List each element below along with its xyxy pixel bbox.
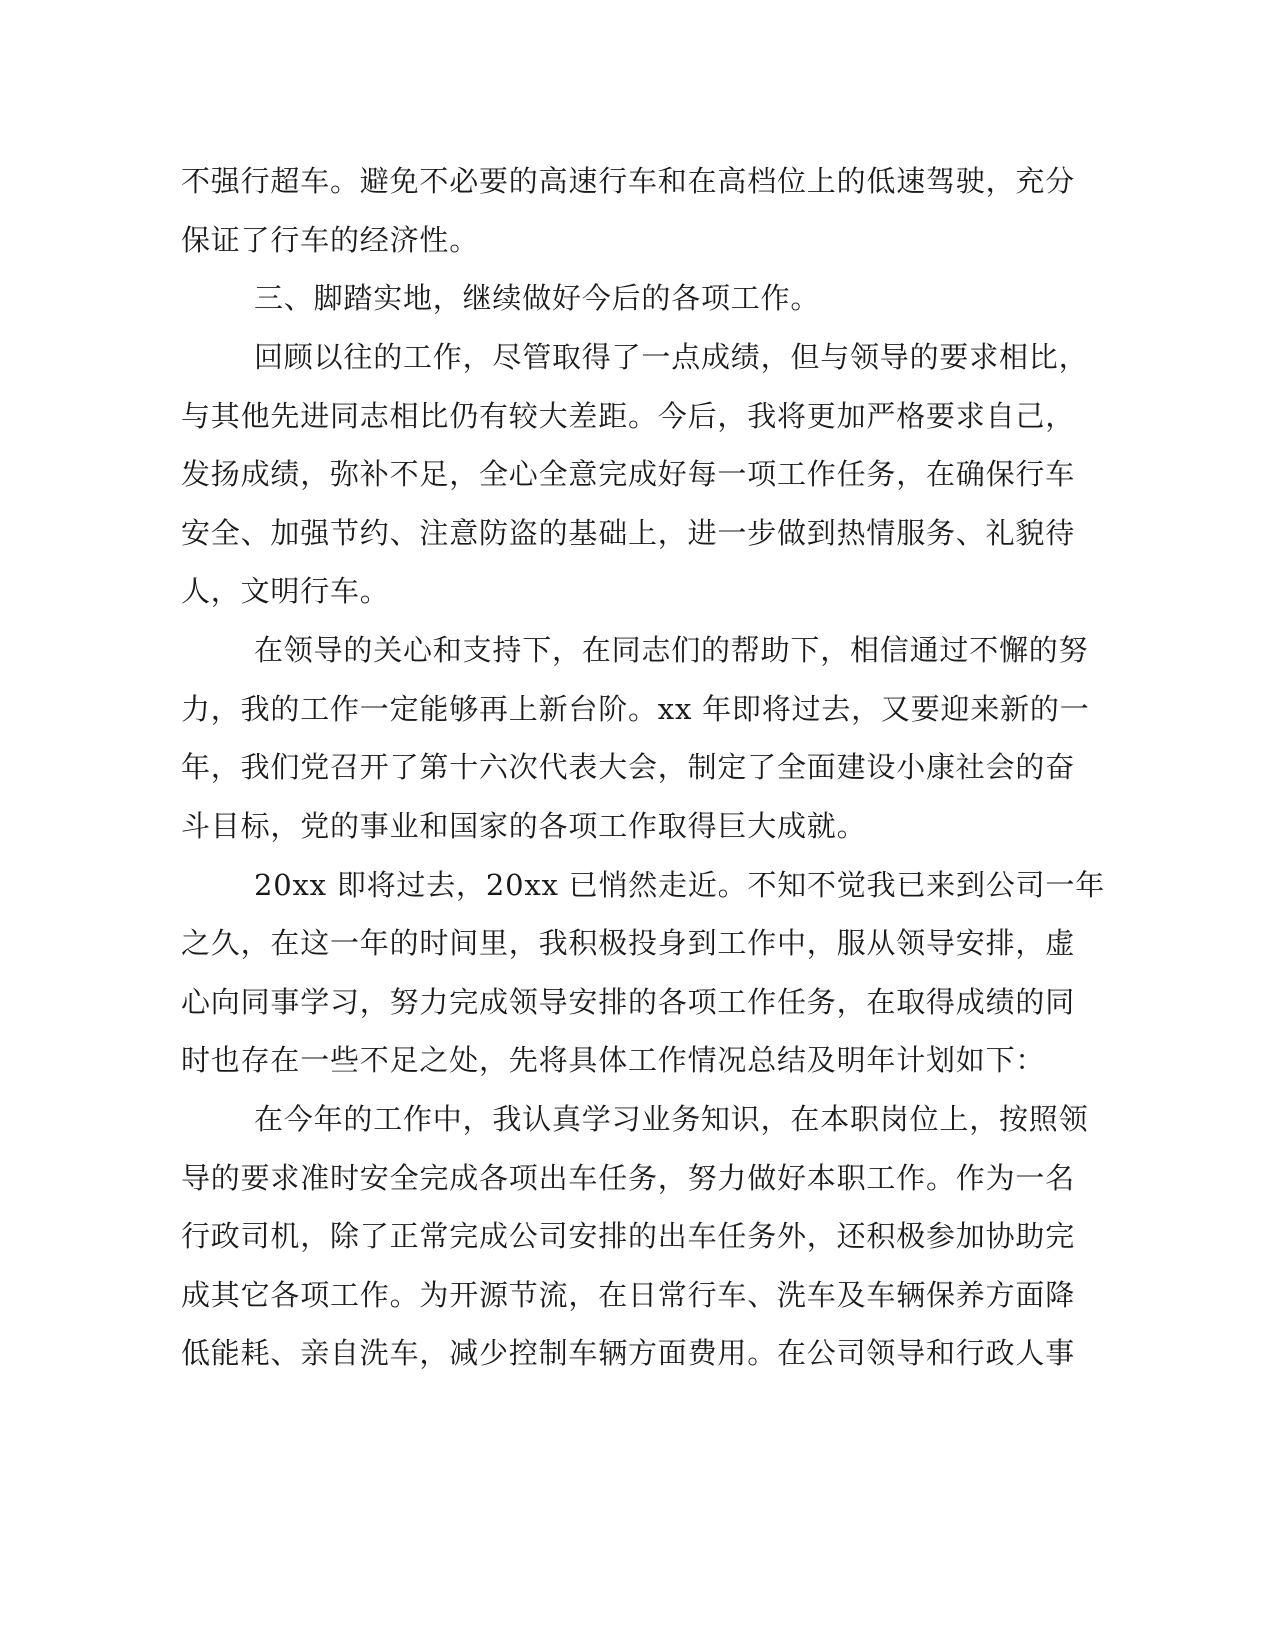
text-line-content: 安全、加强节约、注意防盗的基础上，进一步做到热情服务、礼貌待 <box>181 516 1076 550</box>
text-line <box>0 630 1275 670</box>
text-line-content: 保证了行车的经济性。 <box>181 223 480 257</box>
text-line <box>0 571 1275 611</box>
text-line-content: 与其他先进同志相比仍有较大差距。今后，我将更加严格要求自己， <box>181 399 1076 433</box>
text-line <box>0 454 1275 494</box>
text-line <box>0 396 1275 436</box>
text-line-content: 发扬成绩，弥补不足，全心全意完成好每一项工作任务，在确保行车 <box>181 457 1076 491</box>
text-line-content: 导的要求准时安全完成各项出车任务，努力做好本职工作。作为一名 <box>181 1161 1076 1195</box>
text-line <box>0 1040 1275 1080</box>
text-line-content: 人，文明行车。 <box>181 574 390 608</box>
text-line <box>0 923 1275 963</box>
text-line-content: 时也存在一些不足之处，先将具体工作情况总结及明年计划如下： <box>181 1043 1046 1077</box>
text-line-content: 回顾以往的工作，尽管取得了一点成绩，但与领导的要求相比， <box>254 340 1089 374</box>
text-line-content: 在领导的关心和支持下，在同志们的帮助下，相信通过不懈的努 <box>254 633 1089 667</box>
text-line <box>0 161 1275 201</box>
text-line <box>0 747 1275 787</box>
text-line <box>0 982 1275 1022</box>
text-line <box>0 1216 1275 1256</box>
section-heading <box>0 278 1275 318</box>
text-line-content: 低能耗、亲自洗车，减少控制车辆方面费用。在公司领导和行政人事 <box>181 1336 1076 1370</box>
text-line-content: 不强行超车。避免不必要的高速行车和在高档位上的低速驾驶，充分 <box>181 164 1076 198</box>
text-line <box>0 1333 1275 1373</box>
text-line-content: 行政司机，除了正常完成公司安排的出车任务外，还积极参加协助完 <box>181 1219 1076 1253</box>
text-line <box>0 1275 1275 1315</box>
text-line-content: 20xx 即将过去，20xx 已悄然走近。不知不觉我已来到公司一年 <box>254 868 1106 902</box>
text-line-content: 在今年的工作中，我认真学习业务知识，在本职岗位上，按照领 <box>254 1102 1089 1136</box>
text-line <box>0 689 1275 729</box>
section-heading-text: 三、脚踏实地，继续做好今后的各项工作。 <box>254 281 821 315</box>
text-line-content: 成其它各项工作。为开源节流，在日常行车、洗车及车辆保养方面降 <box>181 1278 1076 1312</box>
text-line <box>0 1099 1275 1139</box>
text-line-content: 年，我们党召开了第十六次代表大会，制定了全面建设小康社会的奋 <box>181 750 1076 784</box>
text-line <box>0 865 1275 905</box>
text-line <box>0 220 1275 260</box>
text-line-content: 力，我的工作一定能够再上新台阶。xx 年即将过去，又要迎来新的一 <box>181 692 1090 726</box>
text-line-content: 心向同事学习，努力完成领导安排的各项工作任务，在取得成绩的同 <box>181 985 1076 1019</box>
text-line <box>0 806 1275 846</box>
text-line <box>0 1158 1275 1198</box>
text-line <box>0 337 1275 377</box>
text-line-content: 之久，在这一年的时间里，我积极投身到工作中，服从领导安排，虚 <box>181 926 1076 960</box>
text-line <box>0 513 1275 553</box>
text-line-content: 斗目标，党的事业和国家的各项工作取得巨大成就。 <box>181 809 867 843</box>
